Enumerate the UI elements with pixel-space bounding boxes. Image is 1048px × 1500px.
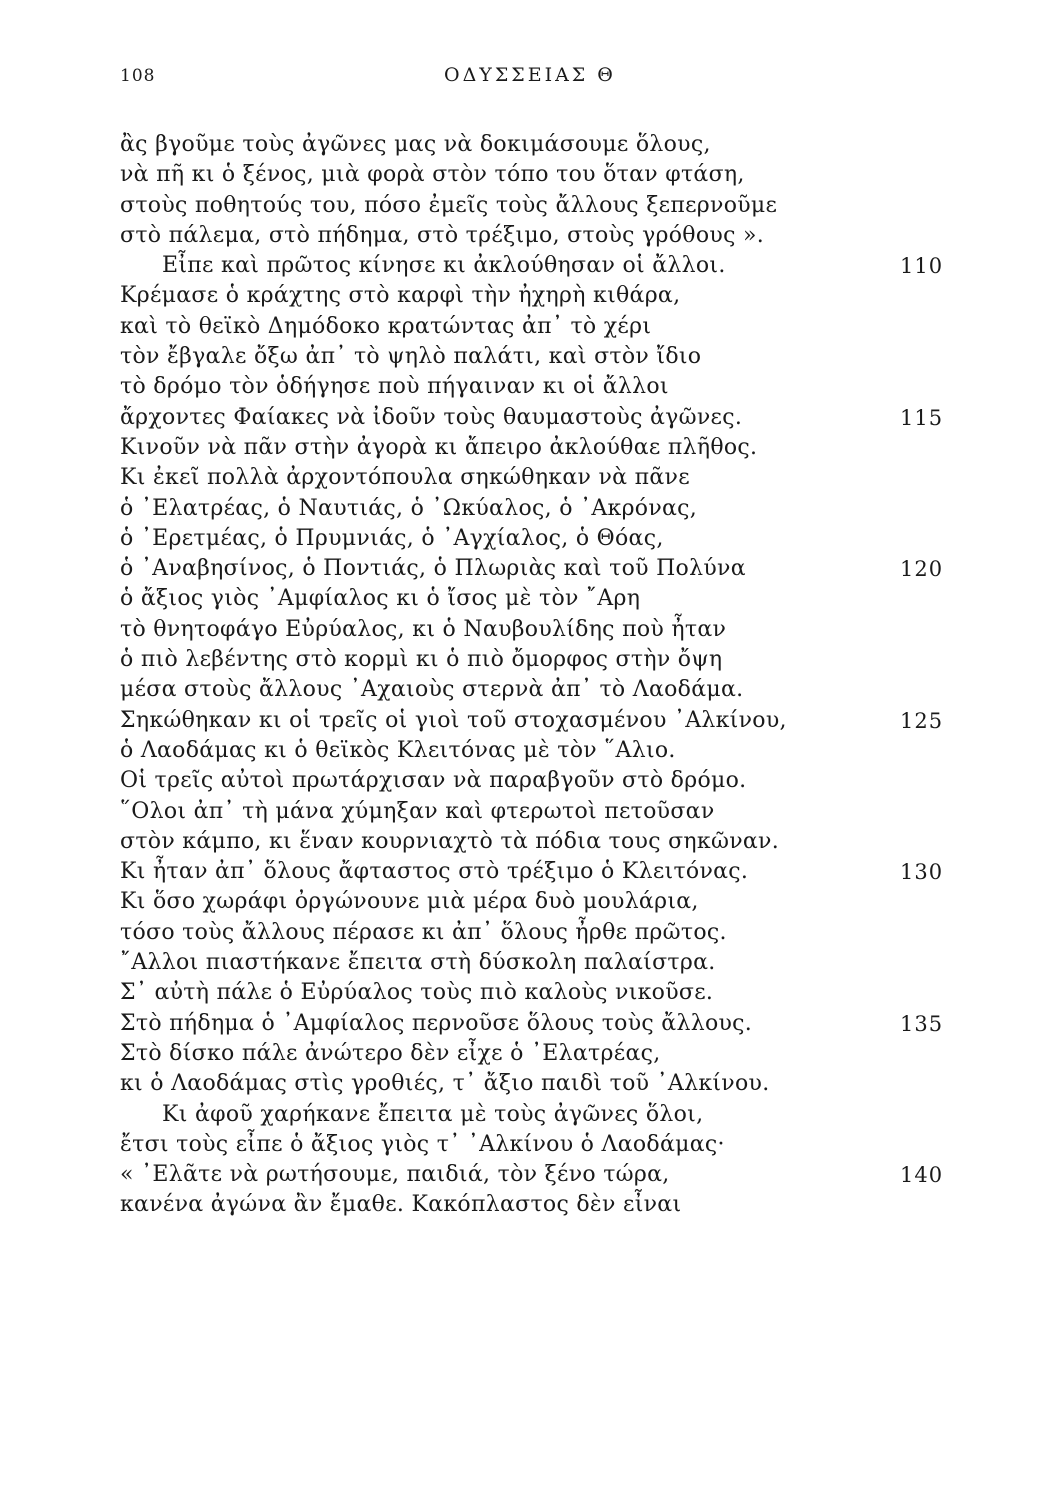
verse-line <box>0 736 1048 766</box>
verse-line <box>0 645 1048 675</box>
verse-line <box>0 827 1048 857</box>
line-number: 135 <box>900 1011 944 1036</box>
running-head <box>0 58 1048 92</box>
verse-text: Κι ἀφοῦ χαρήκανε ἔπειτα μὲ τοὺς ἀγῶνες ὅλοι, <box>162 1101 704 1127</box>
line-number: 140 <box>900 1163 944 1188</box>
verse-line <box>0 797 1048 827</box>
verse-line <box>0 948 1048 978</box>
verse-text: ῞Ολοι ἀπ᾽ τὴ μάνα χύμηξαν καὶ φτερωτοὶ πετοῦσαν <box>120 798 715 824</box>
verse-line <box>0 312 1048 342</box>
verse-text: ὁ πιὸ λεβέντης στὸ κορμὶ κι ὁ πιὸ ὄμορφος στὴν ὄψη <box>120 647 723 673</box>
verse-line <box>0 1130 1048 1160</box>
verse-text: ὁ Λαοδάμας κι ὁ θεϊκὸς Κλειτόνας μὲ τὸν ῞Αλιο. <box>120 737 676 763</box>
verse-line <box>0 463 1048 493</box>
verse-text: Κινοῦν νὰ πᾶν στὴν ἀγορὰ κι ἄπειρο ἀκλούθαε πλῆθος. <box>120 434 758 460</box>
verse-line <box>0 372 1048 402</box>
verse-line <box>0 191 1048 221</box>
verse-line <box>0 1190 1048 1220</box>
verse-text: τὸ θνητοφάγο Εὐρύαλος, κι ὁ Ναυβουλίδης ποὺ ἦταν <box>120 616 727 642</box>
verse-line <box>0 1100 1048 1130</box>
page-number: 108 <box>120 66 156 86</box>
verse-text: στὸν κάμπο, κι ἕναν κουρνιαχτὸ τὰ πόδια τους σηκῶναν. <box>120 828 780 854</box>
verse-text: « ᾽Ελᾶτε νὰ ρωτήσουμε, παιδιά, τὸν ξένο τώρα, <box>120 1162 670 1188</box>
verse-text: Κι ἦταν ἀπ᾽ ὅλους ἄφταστος στὸ τρέξιμο ὁ Κλειτόνας. <box>120 859 749 885</box>
verse-text: νὰ πῆ κι ὁ ξένος, μιὰ φορὰ στὸν τόπο του ὅταν φτάση, <box>120 162 745 188</box>
verse-text: Εἶπε καὶ πρῶτος κίνησε κι ἀκλούθησαν οἱ ἄλλοι. <box>162 253 726 279</box>
verse-line <box>0 918 1048 948</box>
verse-line <box>0 433 1048 463</box>
verse-line <box>0 160 1048 190</box>
verse-text: Κι ὅσο χωράφι ὀργώνουνε μιὰ μέρα δυὸ μουλάρια, <box>120 889 699 915</box>
line-number: 130 <box>900 860 944 885</box>
verse-text: Κρέμασε ὁ κράχτης στὸ καρφὶ τὴν ἠχηρὴ κιθάρα, <box>120 283 681 309</box>
verse-line <box>0 615 1048 645</box>
verse-line <box>0 494 1048 524</box>
verse-text: ὁ ᾽Ερετμέας, ὁ Πρυμνιάς, ὁ ᾽Αγχίαλος, ὁ Θόας, <box>120 525 664 551</box>
line-number: 115 <box>900 405 944 430</box>
verse-text: κι ὁ Λαοδάμας στὶς γροθιές, τ᾽ ἄξιο παιδὶ τοῦ ᾽Αλκίνου. <box>120 1071 770 1097</box>
verse-text: τόσο τοὺς ἄλλους πέρασε κι ἀπ᾽ ὅλους ἦρθε πρῶτος. <box>120 919 727 945</box>
verse-line <box>0 554 1048 584</box>
verse-line <box>0 403 1048 433</box>
verse-text: Σηκώθηκαν κι οἱ τρεῖς οἱ γιοὶ τοῦ στοχασμένου ᾽Αλκίνου, <box>120 707 787 733</box>
verse-text: ἂς βγοῦμε τοὺς ἀγῶνες μας νὰ δοκιμάσουμε ὅλους, <box>120 132 711 157</box>
verse-line <box>0 524 1048 554</box>
verse-text: Στὸ δίσκο πάλε ἀνώτερο δὲν εἶχε ὁ ᾽Ελατρέας, <box>120 1040 661 1066</box>
book-title: ΟΔΥΣΣΕΙΑΣ Θ <box>444 64 616 86</box>
verse-line <box>0 978 1048 1008</box>
verse-text: Στὸ πήδημα ὁ ᾽Αμφίαλος περνοῦσε ὅλους τοὺς ἄλλους. <box>120 1010 753 1036</box>
line-number: 120 <box>900 557 944 582</box>
verse-text: τὸν ἔβγαλε ὄξω ἀπ᾽ τὸ ψηλὸ παλάτι, καὶ στὸν ἴδιο <box>120 344 702 370</box>
verse-text: καὶ τὸ θεϊκὸ Δημόδοκο κρατώντας ἀπ᾽ τὸ χέρι <box>120 313 652 339</box>
verse-text: κανένα ἀγώνα ἂν ἔμαθε. Κακόπλαστος δὲν εἶναι <box>120 1192 682 1218</box>
verse-line <box>0 766 1048 796</box>
verse-line <box>0 1069 1048 1099</box>
verse-line <box>0 675 1048 705</box>
verse-text: Οἱ τρεῖς αὐτοὶ πρωτάρχισαν νὰ παραβγοῦν στὸ δρόμο. <box>120 768 747 794</box>
verse-text: ἄρχοντες Φαίακες νὰ ἰδοῦν τοὺς θαυμαστοὺς ἀγῶνες. <box>120 404 743 430</box>
verse-line <box>0 584 1048 614</box>
verse-line <box>0 706 1048 736</box>
verse-text: Κι ἐκεῖ πολλὰ ἀρχοντόπουλα σηκώθηκαν νὰ πᾶνε <box>120 465 690 491</box>
verse-line <box>0 1039 1048 1069</box>
verse-text: Σ᾽ αὐτὴ πάλε ὁ Εὐρύαλος τοὺς πιὸ καλοὺς νικοῦσε. <box>120 980 714 1006</box>
verse-text: ῎Αλλοι πιαστήκανε ἔπειτα στὴ δύσκολη παλαίστρα. <box>120 950 716 976</box>
verse-line <box>0 1160 1048 1190</box>
verse-text: ὁ ἄξιος γιὸς ᾽Αμφίαλος κι ὁ ἴσος μὲ τὸν ῎Αρη <box>120 586 641 612</box>
verse-line <box>0 281 1048 311</box>
verse-text: ἔτσι τοὺς εἶπε ὁ ἄξιος γιὸς τ᾽ ᾽Αλκίνου ὁ Λαοδάμας· <box>120 1131 725 1157</box>
verse-text: στὸ πάλεμα, στὸ πήδημα, στὸ τρέξιμο, στοὺς γρόθους ». <box>120 222 765 248</box>
line-number: 110 <box>900 254 944 279</box>
verse-text: ὁ ᾽Ελατρέας, ὁ Ναυτιάς, ὁ ᾽Ωκύαλος, ὁ ᾽Ακρόνας, <box>120 495 698 521</box>
verse-text: ὁ ᾽Αναβησίνος, ὁ Ποντιάς, ὁ Πλωριὰς καὶ τοῦ Πολύνα <box>120 556 746 582</box>
verse-text: μέσα στοὺς ἄλλους ᾽Αχαιοὺς στερνὰ ἀπ᾽ τὸ Λαοδάμα. <box>120 677 744 703</box>
verse-line <box>0 857 1048 887</box>
verse-block <box>0 130 1048 1221</box>
verse-line <box>0 251 1048 281</box>
verse-line <box>0 342 1048 372</box>
verse-line <box>0 1009 1048 1039</box>
verse-line <box>0 221 1048 251</box>
verse-line <box>0 130 1048 160</box>
verse-text: στοὺς ποθητούς του, πόσο ἐμεῖς τοὺς ἄλλους ξεπερνοῦμε <box>120 192 778 218</box>
verse-line <box>0 887 1048 917</box>
verse-text: τὸ δρόμο τὸν ὁδήγησε ποὺ πήγαιναν κι οἱ ἄλλοι <box>120 374 669 400</box>
line-number: 125 <box>900 708 944 733</box>
